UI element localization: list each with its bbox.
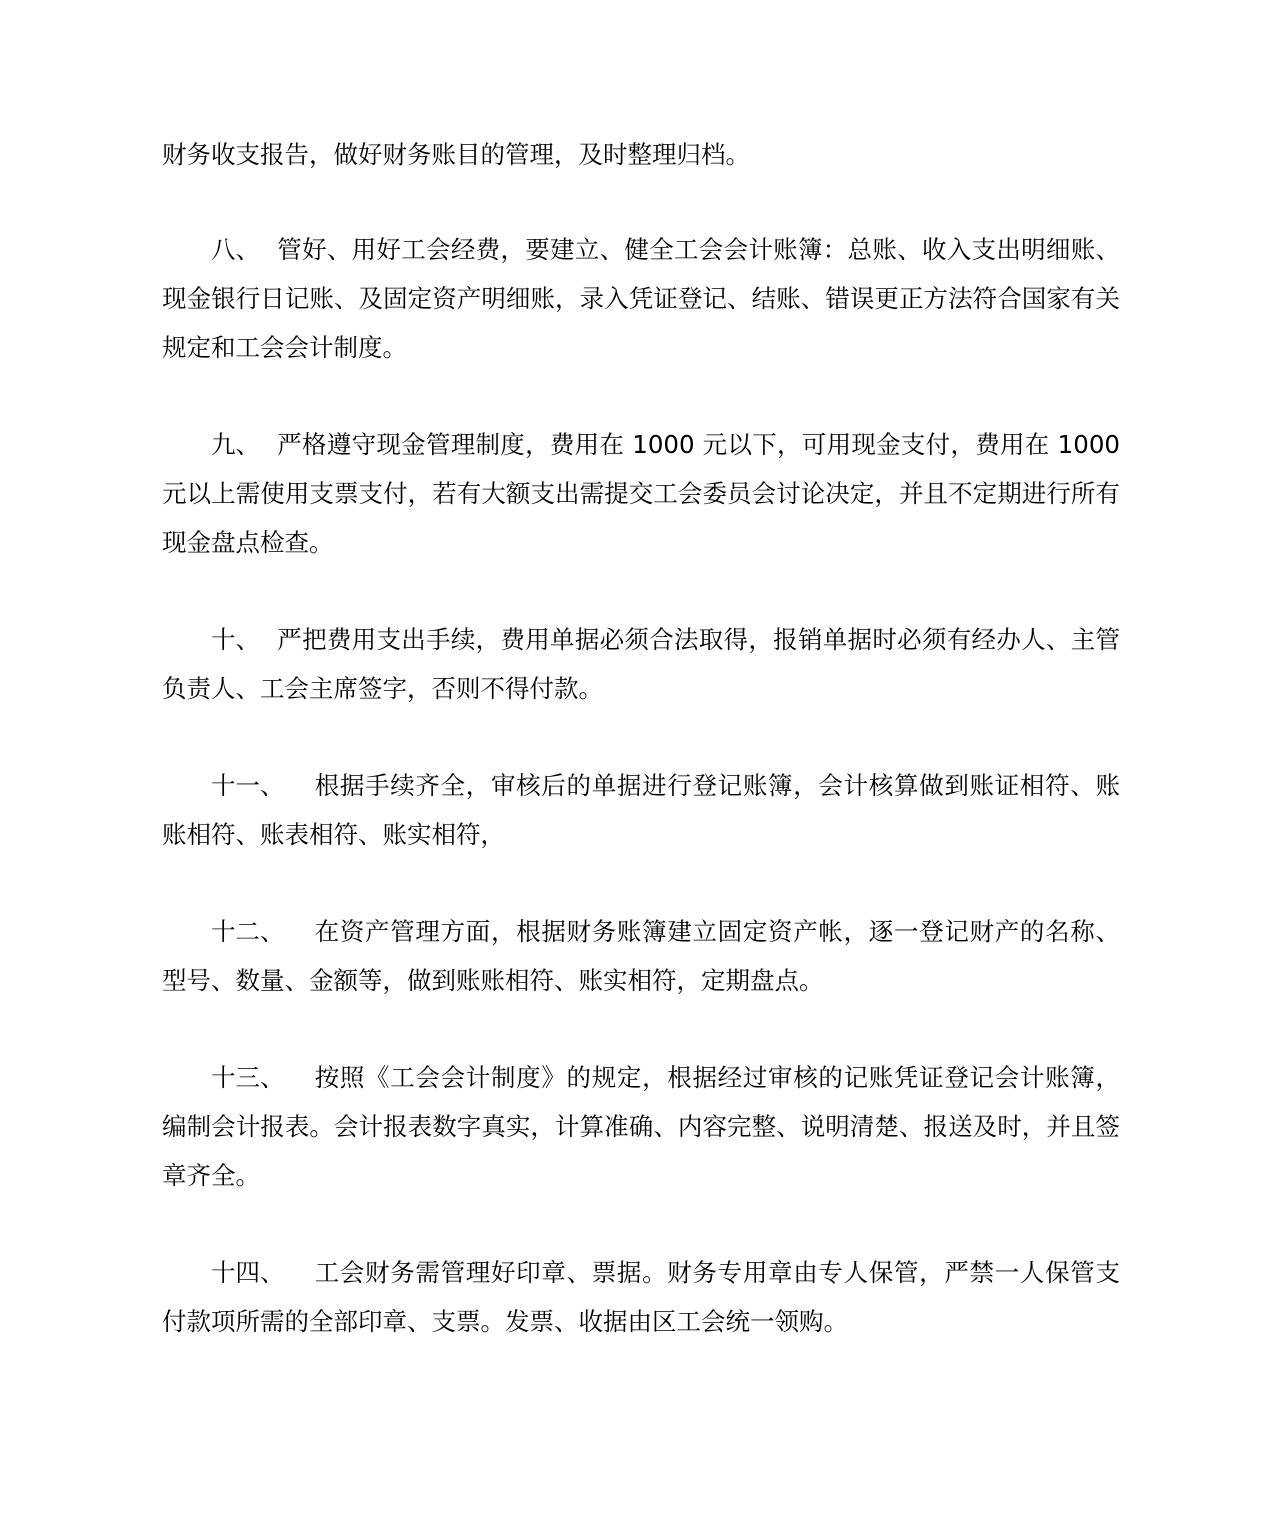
paragraph-item-14	[162, 1248, 1120, 1346]
paragraph-item-9	[162, 420, 1120, 567]
paragraph-number: 十二、	[211, 917, 285, 946]
paragraph-text: 按照《工会会计制度》的规定，根据经过审核的记账凭证登记会计账簿，编制会计报表。会计报表数字真实，计算准确、内容完整、说明清楚、报送及时，并且签章齐全。	[162, 1063, 1120, 1190]
paragraph-number: 九、	[211, 430, 260, 459]
paragraph-text: 严格遵守现金管理制度，费用在 1000 元以下，可用现金支付，费用在 1000 元以上需使用支票支付，若有大额支出需提交工会委员会讨论决定，并且不定期进行所有现金盘点检查。	[162, 430, 1120, 557]
paragraph-item-8	[162, 225, 1120, 372]
paragraph-item-12	[162, 907, 1120, 1005]
paragraph-item-13	[162, 1053, 1120, 1200]
paragraph-text: 管好、用好工会经费，要建立、健全工会会计账簿：总账、收入支出明细账、现金银行日记账、及固定资产明细账，录入凭证登记、结账、错误更正方法符合国家有关规定和工会会计制度。	[162, 235, 1120, 362]
paragraph-number: 十一、	[211, 771, 285, 800]
paragraph-number: 十、	[211, 625, 260, 654]
paragraph-number: 八、	[211, 235, 260, 264]
paragraph-continuation	[162, 130, 1120, 179]
paragraph-item-10	[162, 615, 1120, 713]
paragraph-number: 十四、	[211, 1258, 285, 1287]
paragraph-text: 根据手续齐全，审核后的单据进行登记账簿，会计核算做到账证相符、账账相符、账表相符、账实相符，	[162, 771, 1120, 849]
paragraph-text: 在资产管理方面，根据财务账簿建立固定资产帐，逐一登记财产的名称、型号、数量、金额等，做到账账相符、账实相符，定期盘点。	[162, 917, 1120, 995]
paragraph-number: 十三、	[211, 1063, 285, 1092]
paragraph-item-11	[162, 761, 1120, 859]
paragraph-text: 严把费用支出手续，费用单据必须合法取得，报销单据时必须有经办人、主管负责人、工会主席签字，否则不得付款。	[162, 625, 1120, 703]
paragraph-text: 财务收支报告，做好财务账目的管理，及时整理归档。	[162, 140, 750, 169]
paragraph-text: 工会财务需管理好印章、票据。财务专用章由专人保管，严禁一人保管支付款项所需的全部印章、支票。发票、收据由区工会统一领购。	[162, 1258, 1120, 1336]
